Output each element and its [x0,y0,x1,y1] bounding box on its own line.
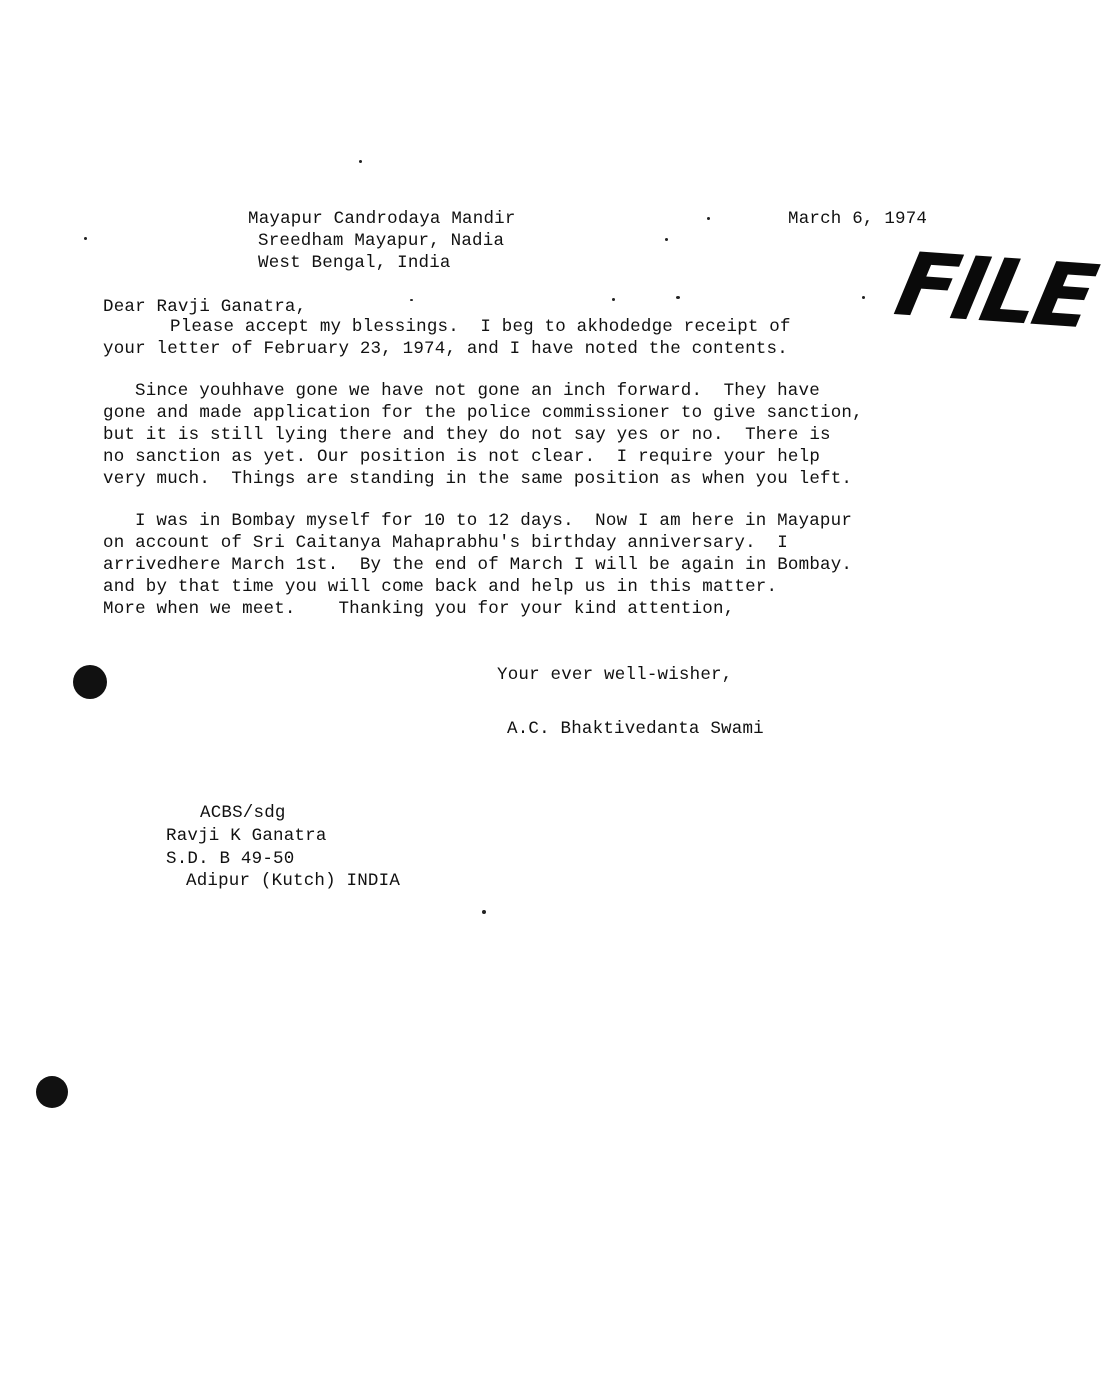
paragraph-3-line-5: More when we meet. Thanking you for your kind attention, [103,599,735,619]
paragraph-2-line-4: no sanction as yet. Our position is not clear. I require your help [103,447,821,467]
paragraph-3-line-1: I was in Bombay myself for 10 to 12 days. Now I am here in Mayapur [135,511,853,531]
scan-speck [676,296,680,299]
salutation: Dear Ravji Ganatra, [103,297,307,317]
scan-speck [482,910,486,914]
paragraph-2-line-2: gone and made application for the police commissioner to give sanction, [103,403,863,423]
paragraph-1-line-1: Please accept my blessings. I beg to akhodedge receipt of [170,317,791,337]
reference-initials: ACBS/sdg [200,803,286,823]
scan-speck [862,296,865,299]
recipient-address-line-1: Ravji K Ganatra [166,826,327,846]
address-line-1: Mayapur Candrodaya Mandir [248,209,516,229]
paragraph-2-line-1: Since youhhave gone we have not gone an inch forward. They have [135,381,820,401]
binder-hole-mark-top [73,665,107,699]
paragraph-3-line-4: and by that time you will come back and help us in this matter. [103,577,778,597]
file-stamp: FILE [887,232,1102,349]
scan-speck [410,299,413,301]
signature: A.C. Bhaktivedanta Swami [507,719,764,739]
binder-hole-mark-bottom [36,1076,68,1108]
letter-date: March 6, 1974 [788,209,928,229]
recipient-address-line-3: Adipur (Kutch) INDIA [186,871,401,891]
scan-speck [612,298,615,301]
address-line-2: Sreedham Mayapur, Nadia [258,231,505,251]
recipient-address-line-2: S.D. B 49-50 [166,849,295,869]
paragraph-1-line-2: your letter of February 23, 1974, and I have noted the contents. [103,339,788,359]
address-line-3: West Bengal, India [258,253,451,273]
paragraph-3-line-3: arrivedhere March 1st. By the end of March I will be again in Bombay. [103,555,853,575]
paragraph-3-line-2: on account of Sri Caitanya Mahaprabhu's birthday anniversary. I [103,533,788,553]
closing: Your ever well-wisher, [497,665,733,685]
scan-speck [359,160,362,163]
scan-speck [707,217,710,220]
paragraph-2-line-5: very much. Things are standing in the same position as when you left. [103,469,853,489]
scan-speck [665,238,668,241]
scan-speck [84,237,87,240]
paragraph-2-line-3: but it is still lying there and they do not say yes or no. There is [103,425,831,445]
